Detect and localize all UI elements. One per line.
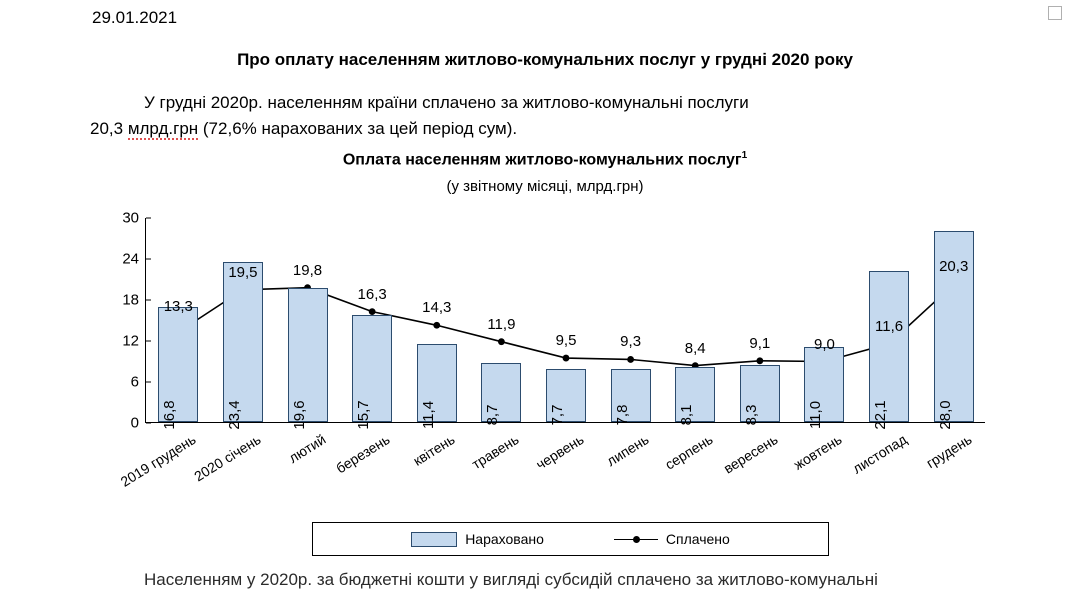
x-axis-label: грудень [923,431,975,472]
document-title: Про оплату населенням житлово-комунальних послуг у грудні 2020 року [237,50,853,69]
bar [352,315,392,430]
y-axis-tick-mark [146,299,151,300]
x-axis-label: червень [533,431,587,473]
line-value-label: 14,3 [422,299,452,317]
line-value-label: 13,3 [163,298,193,316]
line-value-label: 9,3 [620,333,642,351]
legend-swatch-line [614,533,658,546]
line-value-label: 19,8 [292,261,323,279]
bar [611,369,651,426]
bar [223,262,263,430]
y-axis-tick-mark [146,258,151,259]
line-value-label: 19,5 [228,263,258,281]
chart [100,209,990,490]
bar-value-label: 7,7 [549,404,566,426]
bar [288,288,328,430]
chart-plot-area [117,209,985,490]
line-value-label: 8,4 [684,339,706,357]
bar [675,367,715,426]
bar [869,271,909,430]
footer-text: Населенням у 2020р. за бюджетні кошти у вигляді субсидій сплачено за житлово-комунальні [144,570,878,589]
bar-value-label: 15,7 [355,400,373,430]
y-axis-tick: 18 [122,292,146,309]
bar-value-label: 11,0 [807,400,825,430]
bar [158,307,198,430]
legend-item-bar [411,531,544,547]
x-axis-label: серпень [662,431,716,473]
bar [546,369,586,426]
document-paragraph [90,90,1000,142]
paragraph-line-1: У грудні 2020р. населенням країни сплачено за житлово-комунальні послуги [144,93,749,112]
bar-value-label: 8,3 [742,404,760,426]
y-axis-tick-mark [146,340,151,341]
paragraph-amount: 20,3 [90,119,128,138]
chart-subtitle: (у звітному місяці, млрд.грн) [446,178,644,195]
chart-title-text: Оплата населенням житлово-комунальних послуг [342,151,742,169]
x-axis-label: вересень [720,431,781,477]
x-axis-label: квітень [409,431,458,469]
y-axis-tick: 30 [122,210,146,227]
chart-title-footnote-marker: 1 [741,150,748,161]
paragraph-unit-misspelled: млрд.грн [127,119,199,138]
legend-label-line: Сплачено [665,531,730,547]
x-axis-label: березень [333,431,393,477]
x-axis-label: липень [603,431,652,470]
x-axis-label: листопад [849,431,910,477]
y-axis-tick-mark [146,422,151,423]
line-value-label: 16,3 [357,285,387,303]
line-value-label: 9,1 [749,334,771,352]
line-value-label: 9,0 [814,335,835,353]
bar [481,363,521,426]
page-corner-marker [1048,6,1062,20]
line-value-label: 20,3 [939,258,969,276]
legend-swatch-bar [411,532,457,547]
x-axis-label: 2020 січень [191,431,264,485]
legend-label-bar: Нараховано [465,531,544,547]
y-axis-tick-mark [146,381,151,382]
y-axis-tick: 0 [131,415,146,432]
y-axis-tick: 24 [122,251,146,268]
paragraph-line-2-rest: (72,6% нарахованих за цей період сум). [198,119,518,138]
x-axis-label: 2019 грудень [117,431,199,490]
bar [417,344,457,430]
bar-value-label: 19,6 [290,400,308,430]
footer-paragraph [90,570,1000,590]
bar-value-label: 11,4 [419,400,437,430]
legend-item-line [614,531,730,547]
x-axis-label: лютий [285,431,329,466]
bar-value-label: 8,1 [678,404,696,426]
line-value-label: 11,9 [487,315,516,333]
x-axis-label: жовтень [791,431,845,473]
bar [804,347,844,430]
bar [740,365,780,426]
bar-value-label: 7,8 [613,404,631,426]
document-date: 29.01.2021 [92,8,178,27]
chart-title [90,150,1000,169]
x-axis-label: травень [469,431,522,473]
bar-value-label: 23,4 [225,400,243,430]
bar-value-label: 22,1 [872,400,890,430]
bar-value-label: 8,7 [484,404,502,426]
chart-legend [312,522,829,556]
y-axis-tick: 6 [131,374,146,391]
y-axis-tick: 12 [122,333,146,350]
y-axis-tick-mark [146,217,151,218]
bar-value-label: 16,8 [161,400,179,430]
bar-value-label: 28,0 [936,400,954,430]
line-value-label: 9,5 [555,332,577,350]
line-value-label: 11,6 [875,317,904,335]
